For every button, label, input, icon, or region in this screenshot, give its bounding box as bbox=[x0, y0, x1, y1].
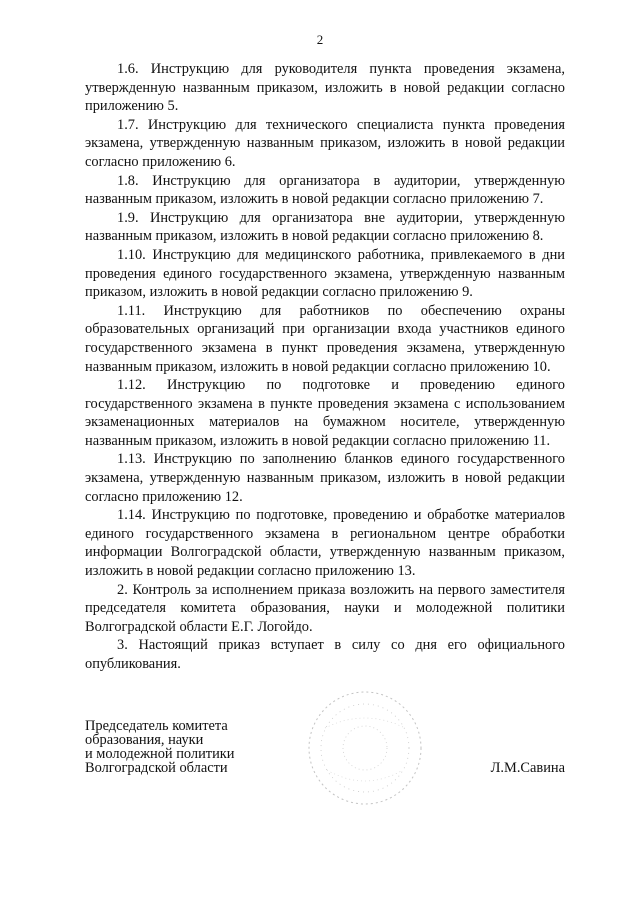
page-number: 2 bbox=[316, 32, 324, 47]
signer-position-line: образования, науки bbox=[85, 732, 204, 748]
signer-position-line: Волгоградской области bbox=[85, 760, 228, 776]
signature-block bbox=[85, 719, 565, 775]
paragraph-1-6: 1.6. Инструкцию для руководителя пункта проведения экзамена, утвержденную названным приказом, изложить в новой редакции согласно приложению 5. bbox=[85, 61, 565, 115]
document-body bbox=[85, 60, 565, 674]
paragraph-1-7: 1.7. Инструкцию для технического специалиста пункта проведения экзамена, утвержденную названным приказом, изложить в новой редакции согласно приложению 6. bbox=[85, 116, 565, 170]
paragraph-1-10: 1.10. Инструкцию для медицинского работника, привлекаемого в дни проведения единого государственного экзамена, утвержденную названным приказом, изложить в новой редакции согласно приложению 9. bbox=[85, 246, 565, 301]
paragraph-3: 3. Настоящий приказ вступает в силу со дня его официального опубликования. bbox=[85, 637, 565, 672]
signer-position-line: и молодежной политики bbox=[85, 746, 235, 762]
paragraph-1-14: 1.14. Инструкцию по подготовке, проведению и обработке материалов единого государственного экзамена в региональном центре обработки информации Волгоградской области, утвержденную названным приказом, изложить в новой редакции согласно приложению 13. bbox=[85, 507, 565, 580]
signer-name: Л.М.Савина bbox=[490, 760, 565, 776]
paragraph-1-8: 1.8. Инструкцию для организатора в аудитории, утвержденную названным приказом, изложить в новой редакции согласно приложению 7. bbox=[85, 172, 565, 208]
signer-position-line: Председатель комитета bbox=[85, 718, 228, 734]
paragraph-1-12: 1.12. Инструкцию по подготовке и проведению единого государственного экзамена в пункте проведения экзамена с использованием экзаменационных материалов на бумажном носителе, утвержденную названным приказом, изложить в новой редакции согласно приложению 11. bbox=[85, 377, 565, 449]
paragraph-1-13: 1.13. Инструкцию по заполнению бланков единого государственного экзамена, утвержденную названным приказом, изложить в новой редакции согласно приложению 12. bbox=[85, 451, 565, 505]
paragraph-1-11: 1.11. Инструкцию для работников по обеспечению охраны образовательных организаций при организации входа участников единого государственного экзамена в пункт проведения экзамена, утвержденную названным приказом, изложить в новой редакции согласно приложению 10. bbox=[85, 302, 565, 375]
paragraph-2: 2. Контроль за исполнением приказа возложить на первого заместителя председателя комитета образования, науки и молодежной политики Волгоградской области Е.Г. Логойдо. bbox=[85, 581, 565, 635]
paragraph-1-9: 1.9. Инструкцию для организатора вне аудитории, утвержденную названным приказом, изложить в новой редакции согласно приложению 8. bbox=[85, 209, 565, 245]
